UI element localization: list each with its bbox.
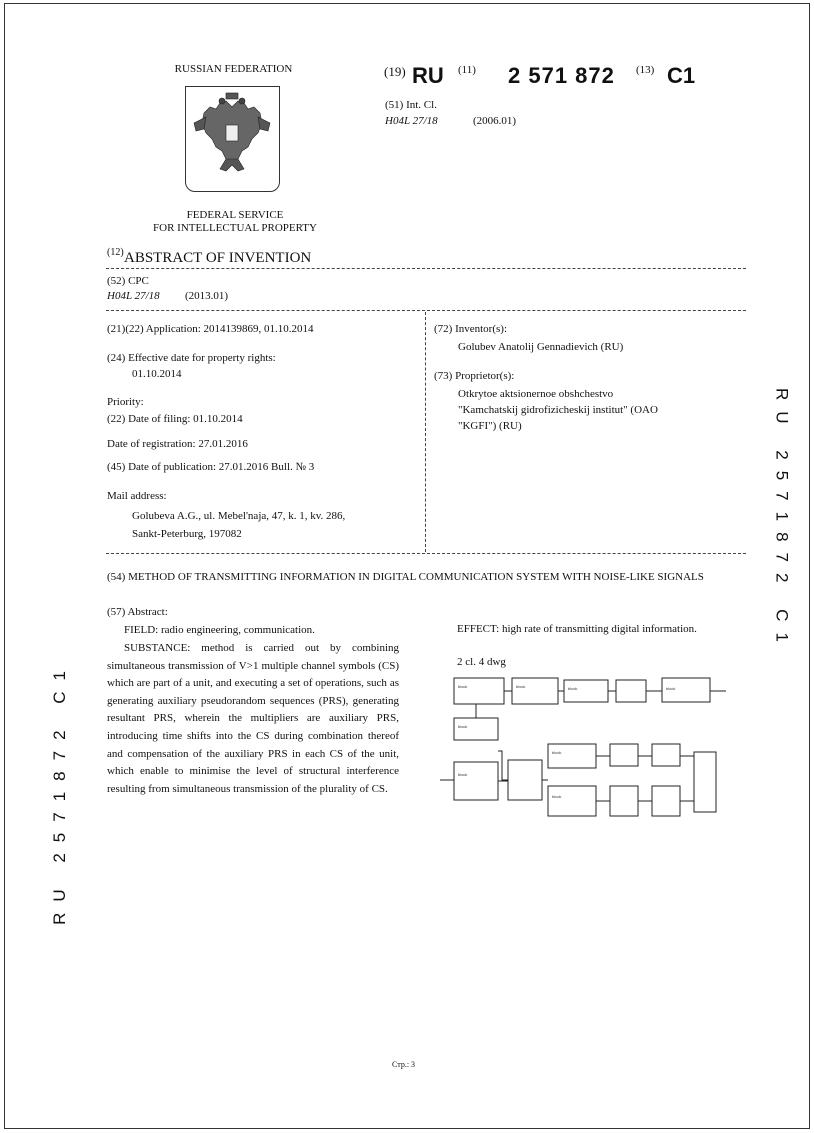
side-number-left: RU 2571872 C1 <box>50 660 69 925</box>
svg-text:block: block <box>552 794 562 799</box>
proprietor-label: (73) Proprietor(s): <box>434 370 515 382</box>
claims-drawings-count: 2 cl. 4 dwg <box>457 656 506 668</box>
code-11: (11) <box>458 64 476 76</box>
abstract-substance: SUBSTANCE: method is carried out by combining simultaneous transmission of V>1 multiple channel symbols (CS) which are part of a unit, and executing a set of operations, such as generating auxiliary pseudorandom sequences (PRS), generating resultant PRS, wherein the multipliers are auxiliary PRS, introducing time shifts into the CS during combination thereof and compensation of the auxiliary PRS in each CS of the unit, which enable to minimise the level of structural interference resulting from simultaneous transmission of the plurality of CS. <box>107 642 399 795</box>
int-cl-code: H04L 27/18 <box>385 115 438 127</box>
priority-label: Priority: <box>107 396 144 408</box>
svg-text:block: block <box>666 686 676 691</box>
coat-of-arms-emblem <box>185 86 280 192</box>
publication-date: (45) Date of publication: 27.01.2016 Bull. № 3 <box>107 461 315 473</box>
mail-address-line2: Sankt-Peterburg, 197082 <box>132 528 242 540</box>
document-heading: ABSTRACT OF INVENTION <box>124 250 312 266</box>
cpc-code: H04L 27/18 <box>107 290 160 302</box>
patent-number: 2 571 872 <box>508 63 615 88</box>
svg-text:block: block <box>458 684 468 689</box>
kind-code: C1 <box>667 63 696 88</box>
code-19: (19) <box>384 64 406 79</box>
abstract-field: FIELD: radio engineering, communication. <box>124 624 315 636</box>
agency-line1: FEDERAL SERVICE <box>186 209 284 221</box>
cpc-label: (52) CPC <box>107 275 149 287</box>
abstract-label: (57) Abstract: <box>107 606 168 618</box>
svg-text:block: block <box>552 750 562 755</box>
svg-text:block: block <box>458 724 468 729</box>
int-cl-date: (2006.01) <box>473 115 517 127</box>
divider <box>106 553 746 554</box>
double-headed-eagle-icon <box>186 87 279 191</box>
column-divider <box>425 312 426 552</box>
block-diagram-figure <box>436 672 736 840</box>
agency-line2: FOR INTELLECTUAL PROPERTY <box>153 222 317 234</box>
effective-date-label: (24) Effective date for property rights: <box>107 352 276 364</box>
mail-address-line1: Golubeva A.G., ul. Mebel'naja, 47, k. 1, kv. 286, <box>132 510 346 522</box>
inventor-name: Golubev Anatolij Gennadievich (RU) <box>458 341 624 353</box>
application-info: (21)(22) Application: 2014139869, 01.10.2014 <box>107 323 314 335</box>
cpc-date: (2013.01) <box>185 290 229 302</box>
inventor-label: (72) Inventor(s): <box>434 323 508 335</box>
invention-title: (54) METHOD OF TRANSMITTING INFORMATION IN DIGITAL COMMUNICATION SYSTEM WITH NOISE-LIKE SIGNALS <box>107 571 704 583</box>
page-number: Стр.: 3 <box>392 1060 416 1069</box>
divider <box>106 268 746 269</box>
page-frame <box>4 3 810 1129</box>
proprietor-line3: "KGFI") (RU) <box>458 420 522 432</box>
proprietor-line2: "Kamchatskij gidrofizicheskij institut" (OAO <box>458 404 658 416</box>
filing-date: (22) Date of filing: 01.10.2014 <box>107 413 243 425</box>
side-number-right: RU 2571872 C1 <box>772 388 792 653</box>
svg-text:block: block <box>516 684 526 689</box>
country-name: RUSSIAN FEDERATION <box>174 63 293 75</box>
country-code-ru: RU <box>412 63 444 88</box>
registration-date: Date of registration: 27.01.2016 <box>107 438 248 450</box>
code-12: (12) <box>107 247 124 258</box>
divider <box>106 310 746 311</box>
mail-label: Mail address: <box>107 490 167 502</box>
abstract-effect: EFFECT: high rate of transmitting digital information. <box>457 623 697 635</box>
proprietor-line1: Otkrytoe aktsionernoe obshchestvo <box>458 388 614 400</box>
svg-text:block: block <box>568 686 578 691</box>
int-cl-label: (51) Int. Cl. <box>385 99 437 111</box>
code-13: (13) <box>636 64 655 76</box>
effective-date: 01.10.2014 <box>132 368 182 380</box>
svg-text:block: block <box>458 772 468 777</box>
